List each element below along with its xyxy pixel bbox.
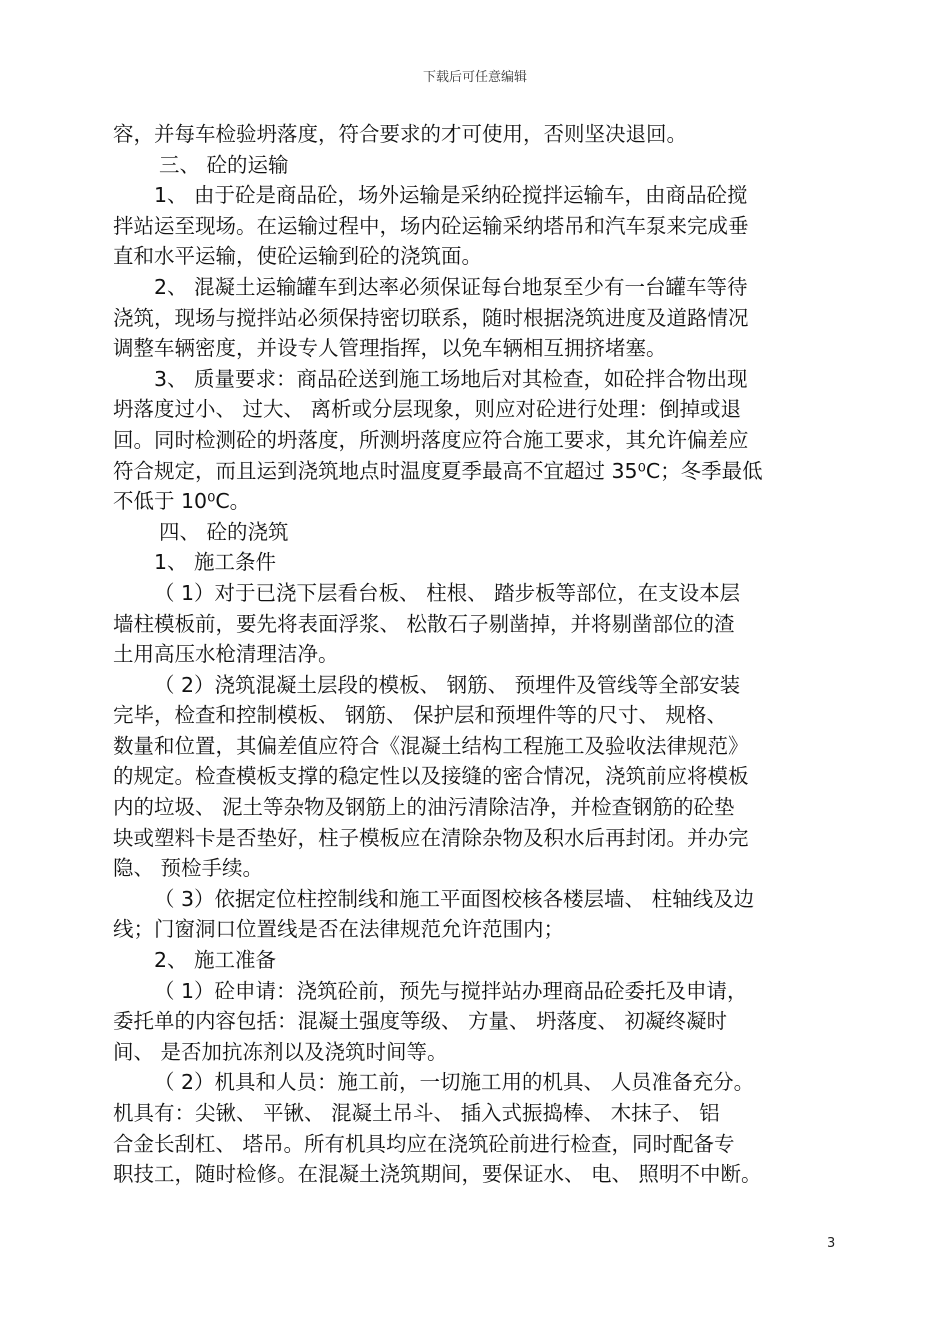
paragraph-line: 1、 由于砼是商品砼，场外运输是采纳砼搅拌运输车，由商品砼搅 bbox=[154, 183, 748, 208]
paragraph-line: 委托单的内容包括：混凝土强度等级、 方量、 坍落度、 初凝终凝时 bbox=[113, 1009, 728, 1034]
paragraph-line: 机具有：尖锹、 平锹、 混凝土吊斗、 插入式振捣棒、 木抹子、 铝 bbox=[113, 1101, 720, 1125]
paragraph-line: 线；门窗洞口位置线是否在法律规范允许范围内； bbox=[113, 917, 564, 942]
paragraph-line: （ 1）砼申请：浇筑砼前，预先与搅拌站办理商品砼委托及申请， bbox=[154, 978, 748, 1003]
paragraph-line: （ 2）浇筑混凝土层段的模板、 钢筋、 预埋件及管线等全部安装 bbox=[154, 672, 741, 697]
paragraph-line: 间、 是否加抗冻剂以及浇筑时间等。 bbox=[113, 1039, 448, 1064]
paragraph-line: 内的垃圾、 泥土等杂物及钢筋上的油污清除洁净，并检查钢筋的砼垫 bbox=[113, 795, 735, 820]
paragraph-line: 的规定。检查模板支撑的稳定性以及接缝的密合情况，浇筑前应将模板 bbox=[113, 764, 749, 789]
paragraph-line: 调整车辆密度，并设专人管理指挥，以免车辆相互拥挤堵塞。 bbox=[113, 336, 667, 361]
section-heading: 四、 砼的浇筑 bbox=[159, 519, 289, 544]
paragraph-line: 符合规定，而且运到浇筑地点时温度夏季最高不宜超过 35⁰C；冬季最低 bbox=[113, 458, 763, 483]
paragraph-line: 坍落度过小、 过大、 离析或分层现象，则应对砼进行处理：倒掉或退 bbox=[113, 397, 742, 422]
paragraph-line: 不低于 10⁰C。 bbox=[113, 489, 251, 514]
paragraph-line: （ 2）机具和人员：施工前，一切施工用的机具、 人员准备充分。 bbox=[154, 1070, 755, 1095]
paragraph-line: 墙柱模板前，要先将表面浮浆、 松散石子剔凿掉，并将剔凿部位的渣 bbox=[113, 611, 735, 636]
page-number: 3 bbox=[827, 1236, 836, 1251]
paragraph-line: 数量和位置，其偏差值应符合《混凝土结构工程施工及验收法律规范》 bbox=[113, 733, 749, 758]
paragraph-line: 隐、 预检手续。 bbox=[113, 856, 264, 881]
paragraph-line: 完毕，检查和控制模板、 钢筋、 保护层和预埋件等的尺寸、 规格、 bbox=[113, 703, 728, 728]
paragraph-line: 容，并每车检验坍落度，符合要求的才可使用，否则坚决退回。 bbox=[113, 122, 687, 146]
subsection-heading: 1、 施工条件 bbox=[154, 550, 277, 575]
paragraph-line: 土用高压水枪清理洁净。 bbox=[113, 642, 339, 667]
subsection-heading: 2、 施工准备 bbox=[154, 948, 277, 973]
paragraph-line: 职技工，随时检修。在混凝土浇筑期间，要保证水、 电、 照明不中断。 bbox=[113, 1162, 762, 1187]
paragraph-line: （ 1）对于已浇下层看台板、 柱根、 踏步板等部位，在支设本层 bbox=[154, 580, 741, 605]
paragraph-line: 浇筑，现场与搅拌站必须保持密切联系，随时根据浇筑进度及道路情况 bbox=[113, 305, 749, 330]
document-body bbox=[113, 119, 853, 1190]
paragraph-line: 拌站运至现场。在运输过程中，场内砼运输采纳塔吊和汽车泵来完成垂 bbox=[113, 213, 749, 238]
paragraph-line: 3、 质量要求：商品砼送到施工场地后对其检查，如砼拌合物出现 bbox=[154, 366, 748, 391]
paragraph-line: 块或塑料卡是否垫好，柱子模板应在清除杂物及积水后再封闭。并办完 bbox=[113, 825, 749, 850]
section-heading: 三、 砼的运输 bbox=[159, 152, 289, 177]
paragraph-line: 2、 混凝土运输罐车到达率必须保证每台地泵至少有一台罐车等待 bbox=[154, 274, 748, 299]
page-header: 下载后可任意编辑 bbox=[422, 70, 527, 85]
paragraph-line: 回。同时检测砼的坍落度，所测坍落度应符合施工要求，其允许偏差应 bbox=[113, 427, 749, 452]
paragraph-line: （ 3）依据定位柱控制线和施工平面图校核各楼层墙、 柱轴线及边 bbox=[154, 886, 755, 911]
paragraph-line: 直和水平运输，使砼运输到砼的浇筑面。 bbox=[113, 244, 482, 269]
paragraph-line: 合金长刮杠、 塔吊。所有机具均应在浇筑砼前进行检查，同时配备专 bbox=[113, 1131, 735, 1156]
